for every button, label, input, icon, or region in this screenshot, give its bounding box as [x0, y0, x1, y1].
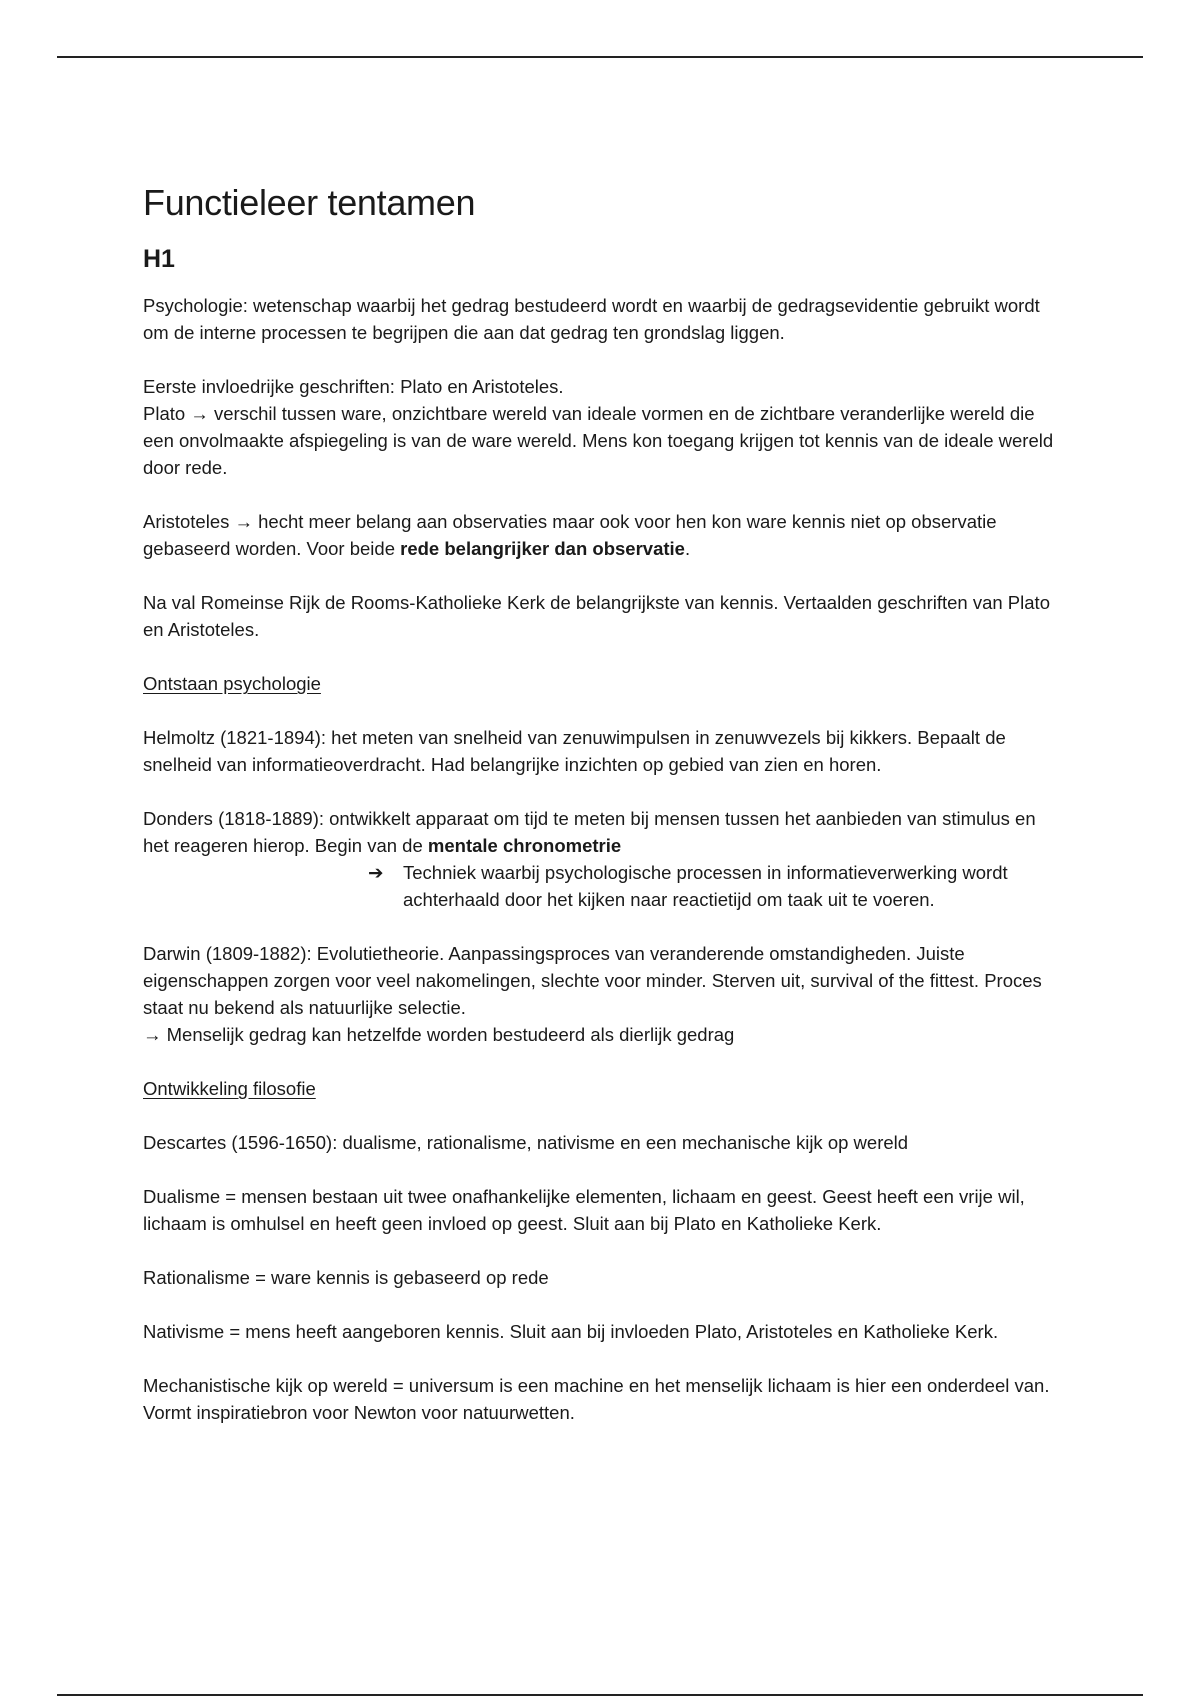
psychology-definition: Psychologie: wetenschap waarbij het gedrag bestudeerd wordt en waarbij de gedragsevidentie gebruikt wordt om de interne processen te begrijpen die aan dat gedrag ten grondslag liggen.	[143, 295, 1040, 343]
section-heading-philosophy	[143, 1075, 1063, 1102]
section-title-origin: Ontstaan psychologie	[143, 673, 321, 694]
nativisme-paragraph: Nativisme = mens heeft aangeboren kennis. Sluit aan bij invloeden Plato, Aristoteles en Katholieke Kerk.	[143, 1321, 999, 1342]
aristoteles-emphasis: rede belangrijker dan observatie	[400, 538, 685, 559]
influential-writings-line: Eerste invloedrijke geschriften: Plato en Aristoteles.	[143, 376, 564, 397]
plato-text: Plato → verschil tussen ware, onzichtbare wereld van ideale vormen en de zichtbare veranderlijke wereld die een onvolmaakte afspiegeling is van de ware wereld. Mens kon toegang krijgen tot kennis van de ideale wereld door rede.	[143, 403, 1054, 478]
bottom-divider	[57, 1694, 1143, 1696]
descartes-paragraph: Descartes (1596-1650): dualisme, rationalisme, nativisme en een mechanische kijk op wereld	[143, 1132, 909, 1153]
donders-arrow-text: Techniek waarbij psychologische processen in informatieverwerking wordt achterhaald door het kijken naar reactietijd om taak uit te voeren.	[403, 862, 1008, 910]
dualisme-paragraph: Dualisme = mensen bestaan uit twee onafhankelijke elementen, lichaam en geest. Geest heeft een vrije wil, lichaam is omhulsel en heeft geen invloed op geest. Sluit aan bij Plato en Katholieke Kerk.	[143, 1186, 1025, 1234]
document-body	[143, 180, 1063, 1453]
rationalisme-paragraph: Rationalisme = ware kennis is gebaseerd op rede	[143, 1267, 549, 1288]
section-title-philosophy: Ontwikkeling filosofie	[143, 1078, 316, 1099]
plato-paragraph	[143, 373, 1063, 481]
top-divider	[57, 56, 1143, 58]
arrow-icon: ➔	[368, 862, 384, 883]
mechanistisch-paragraph: Mechanistische kijk op wereld = universum is een machine en het menselijk lichaam is hier een onderdeel van. Vormt inspiratiebron voor Newton voor natuurwetten.	[143, 1375, 1050, 1423]
donders-arrow-item	[368, 859, 1063, 913]
section-heading-origin	[143, 670, 1063, 697]
aristoteles-paragraph	[143, 508, 1063, 562]
rome-paragraph: Na val Romeinse Rijk de Rooms-Katholieke Kerk de belangrijkste van kennis. Vertaalden geschriften van Plato en Aristoteles.	[143, 592, 1050, 640]
donders-emphasis: mentale chronometrie	[427, 835, 622, 856]
darwin-conclusion: → Menselijk gedrag kan hetzelfde worden bestudeerd als dierlijk gedrag	[143, 1024, 735, 1045]
chapter-heading: H1	[143, 245, 175, 273]
aristoteles-end: .	[684, 538, 691, 559]
helmholtz-paragraph: Helmoltz (1821-1894): het meten van snelheid van zenuwimpulsen in zenuwvezels bij kikkers. Bepaalt de snelheid van informatieoverdracht. Had belangrijke inzichten op gebied van zien en horen.	[143, 727, 1006, 775]
darwin-paragraph	[143, 940, 1063, 1048]
document-title: Functieleer tentamen	[143, 182, 476, 223]
darwin-text: Darwin (1809-1882): Evolutietheorie. Aanpassingsproces van veranderende omstandigheden. Juiste eigenschappen zorgen voor veel nakomelingen, slechte voor minder. Sterven uit, survival of the fittest. Proces staat nu bekend als natuurlijke selectie.	[143, 943, 1042, 1018]
donders-text: Donders (1818-1889): ontwikkelt apparaat om tijd te meten bij mensen tussen het aanbieden van stimulus en het reageren hierop. Begin van de	[143, 808, 1036, 856]
aristoteles-text: Aristoteles → hecht meer belang aan observaties maar ook voor hen kon ware kennis niet op observatie gebaseerd worden. Voor beide	[143, 511, 997, 559]
donders-paragraph	[143, 805, 1063, 859]
